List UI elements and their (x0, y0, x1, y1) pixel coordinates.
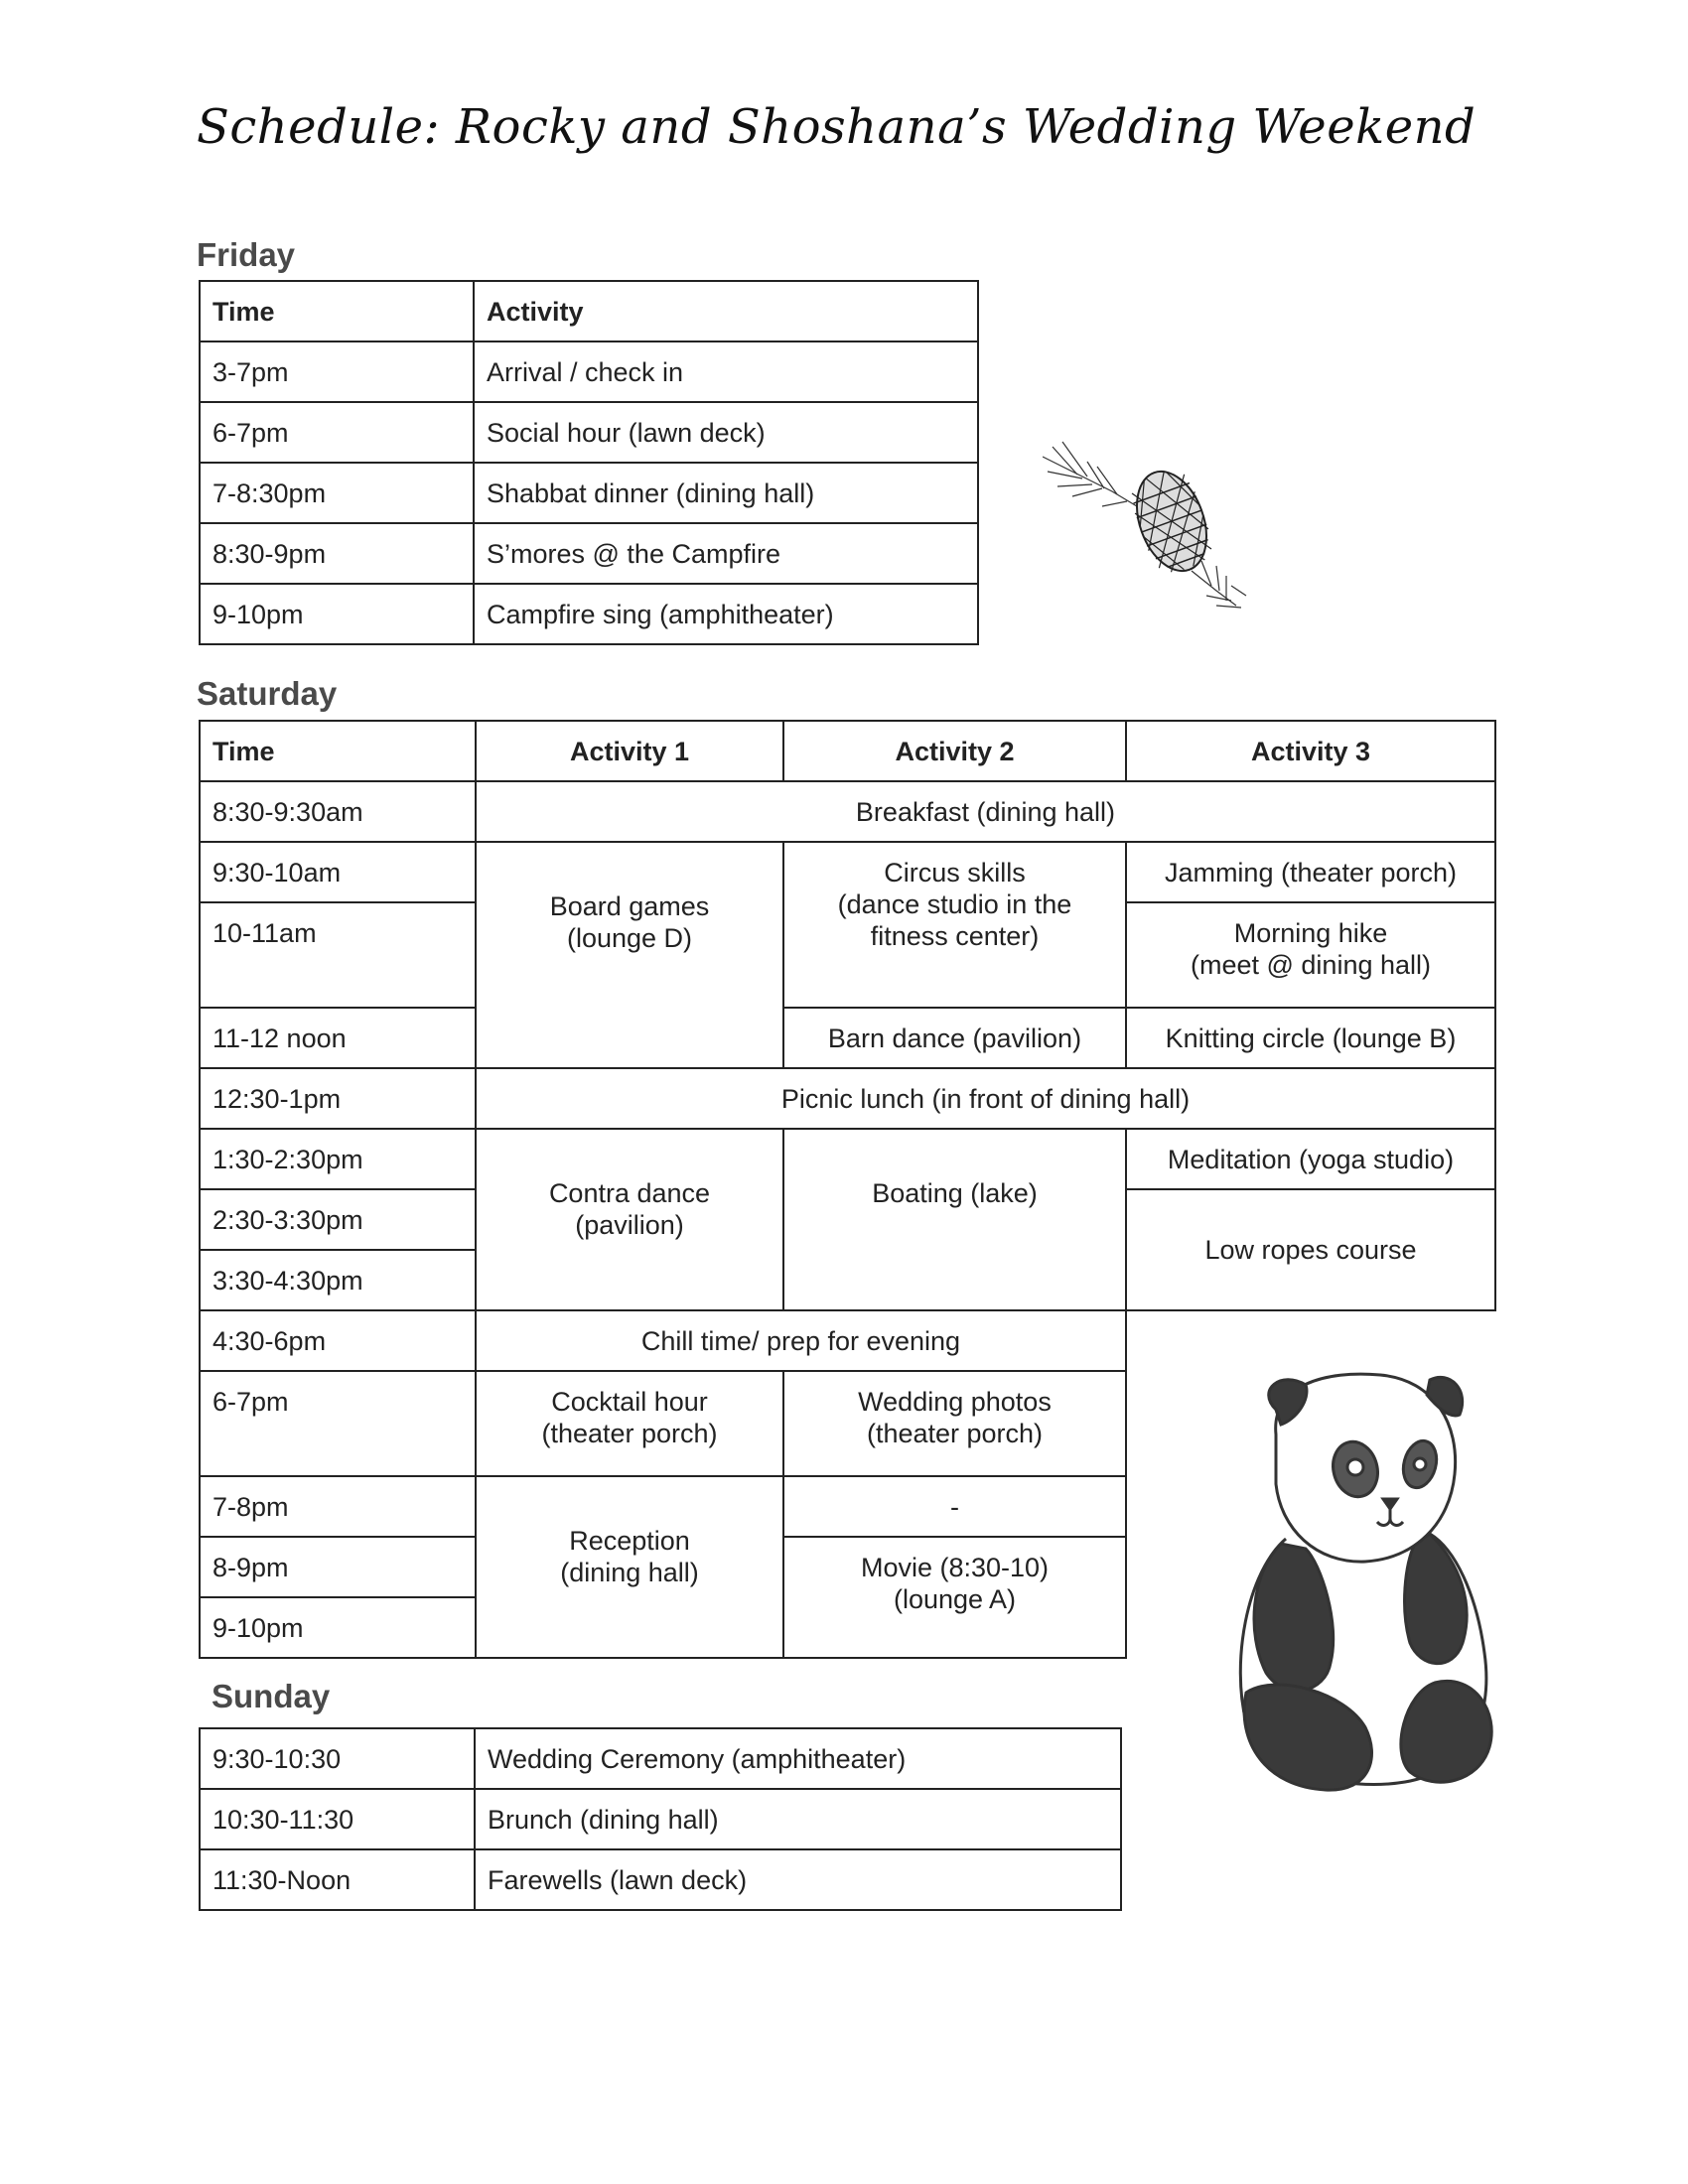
header-activity-2: Activity 2 (783, 721, 1126, 781)
friday-table (199, 280, 979, 645)
boating-cell: Boating (lake) (783, 1129, 1126, 1310)
table-row (200, 781, 1495, 842)
activity-cell: S’mores @ the Campfire (474, 523, 978, 584)
activity-cell: Wedding Ceremony (amphitheater) (475, 1728, 1121, 1789)
empty-cell (1126, 1310, 1495, 1371)
reception-cell: Reception (dining hall) (476, 1476, 783, 1658)
time-cell: 10-11am (200, 902, 476, 1008)
table-header-row (200, 281, 978, 341)
activity-cell: Campfire sing (amphitheater) (474, 584, 978, 644)
meditation-cell: Meditation (yoga studio) (1126, 1129, 1495, 1189)
contra-dance-cell: Contra dance (pavilion) (476, 1129, 783, 1310)
time-cell: 9-10pm (200, 1597, 476, 1658)
table-row (200, 1129, 1495, 1189)
table-row (200, 1849, 1121, 1910)
activity-cell: Shabbat dinner (dining hall) (474, 463, 978, 523)
header-activity: Activity (474, 281, 978, 341)
board-games-cell: Board games (lounge D) (476, 842, 783, 1068)
wedding-photos-cell: Wedding photos (theater porch) (783, 1371, 1126, 1476)
time-cell: 8:30-9:30am (200, 781, 476, 842)
pinecone-drawing (1043, 437, 1251, 615)
table-row (200, 341, 978, 402)
time-cell: 2:30-3:30pm (200, 1189, 476, 1250)
morning-hike-cell: Morning hike (meet @ dining hall) (1126, 902, 1495, 1008)
table-row (200, 1008, 1495, 1068)
time-cell: 6-7pm (200, 402, 474, 463)
page-title: Schedule: Rocky and Shoshana’s Wedding Weekend (197, 99, 1477, 155)
table-row (200, 402, 978, 463)
cocktail-hour-cell: Cocktail hour (theater porch) (476, 1371, 783, 1476)
time-cell: 3:30-4:30pm (200, 1250, 476, 1310)
activity-cell: Arrival / check in (474, 341, 978, 402)
saturday-heading: Saturday (197, 675, 338, 712)
time-cell: 10:30-11:30 (200, 1789, 475, 1849)
time-cell: 7-8:30pm (200, 463, 474, 523)
barn-dance-cell: Barn dance (pavilion) (783, 1008, 1126, 1068)
table-row (200, 584, 978, 644)
header-time: Time (200, 721, 476, 781)
time-cell: 3-7pm (200, 341, 474, 402)
time-cell: 1:30-2:30pm (200, 1129, 476, 1189)
circus-skills-cell: Circus skills (dance studio in the fitness center) (783, 842, 1126, 1008)
time-cell: 11-12 noon (200, 1008, 476, 1068)
time-cell: 9:30-10:30 (200, 1728, 475, 1789)
picnic-cell: Picnic lunch (in front of dining hall) (476, 1068, 1495, 1129)
table-row (200, 1068, 1495, 1129)
panda-drawing (1206, 1365, 1514, 1802)
time-cell: 6-7pm (200, 1371, 476, 1476)
activity-cell: Social hour (lawn deck) (474, 402, 978, 463)
table-row (200, 1310, 1495, 1371)
table-row (200, 463, 978, 523)
chill-time-cell: Chill time/ prep for evening (476, 1310, 1126, 1371)
table-header-row (200, 721, 1495, 781)
time-cell: 7-8pm (200, 1476, 476, 1537)
time-cell: 8:30-9pm (200, 523, 474, 584)
knitting-cell: Knitting circle (lounge B) (1126, 1008, 1495, 1068)
time-cell: 12:30-1pm (200, 1068, 476, 1129)
table-row (200, 1789, 1121, 1849)
sunday-heading: Sunday (211, 1678, 331, 1714)
time-cell: 4:30-6pm (200, 1310, 476, 1371)
friday-heading: Friday (197, 236, 296, 273)
ropes-course-cell: Low ropes course (1126, 1189, 1495, 1310)
activity-cell: Farewells (lawn deck) (475, 1849, 1121, 1910)
breakfast-cell: Breakfast (dining hall) (476, 781, 1495, 842)
dash-cell: - (783, 1476, 1126, 1537)
movie-cell: Movie (8:30-10) (lounge A) (783, 1537, 1126, 1658)
table-row (200, 1728, 1121, 1789)
header-activity-3: Activity 3 (1126, 721, 1495, 781)
table-row (200, 523, 978, 584)
sunday-table (199, 1727, 1122, 1911)
time-cell: 8-9pm (200, 1537, 476, 1597)
time-cell: 9-10pm (200, 584, 474, 644)
header-activity-1: Activity 1 (476, 721, 783, 781)
time-cell: 9:30-10am (200, 842, 476, 902)
table-row (200, 842, 1495, 902)
jamming-cell: Jamming (theater porch) (1126, 842, 1495, 902)
header-time: Time (200, 281, 474, 341)
activity-cell: Brunch (dining hall) (475, 1789, 1121, 1849)
time-cell: 11:30-Noon (200, 1849, 475, 1910)
